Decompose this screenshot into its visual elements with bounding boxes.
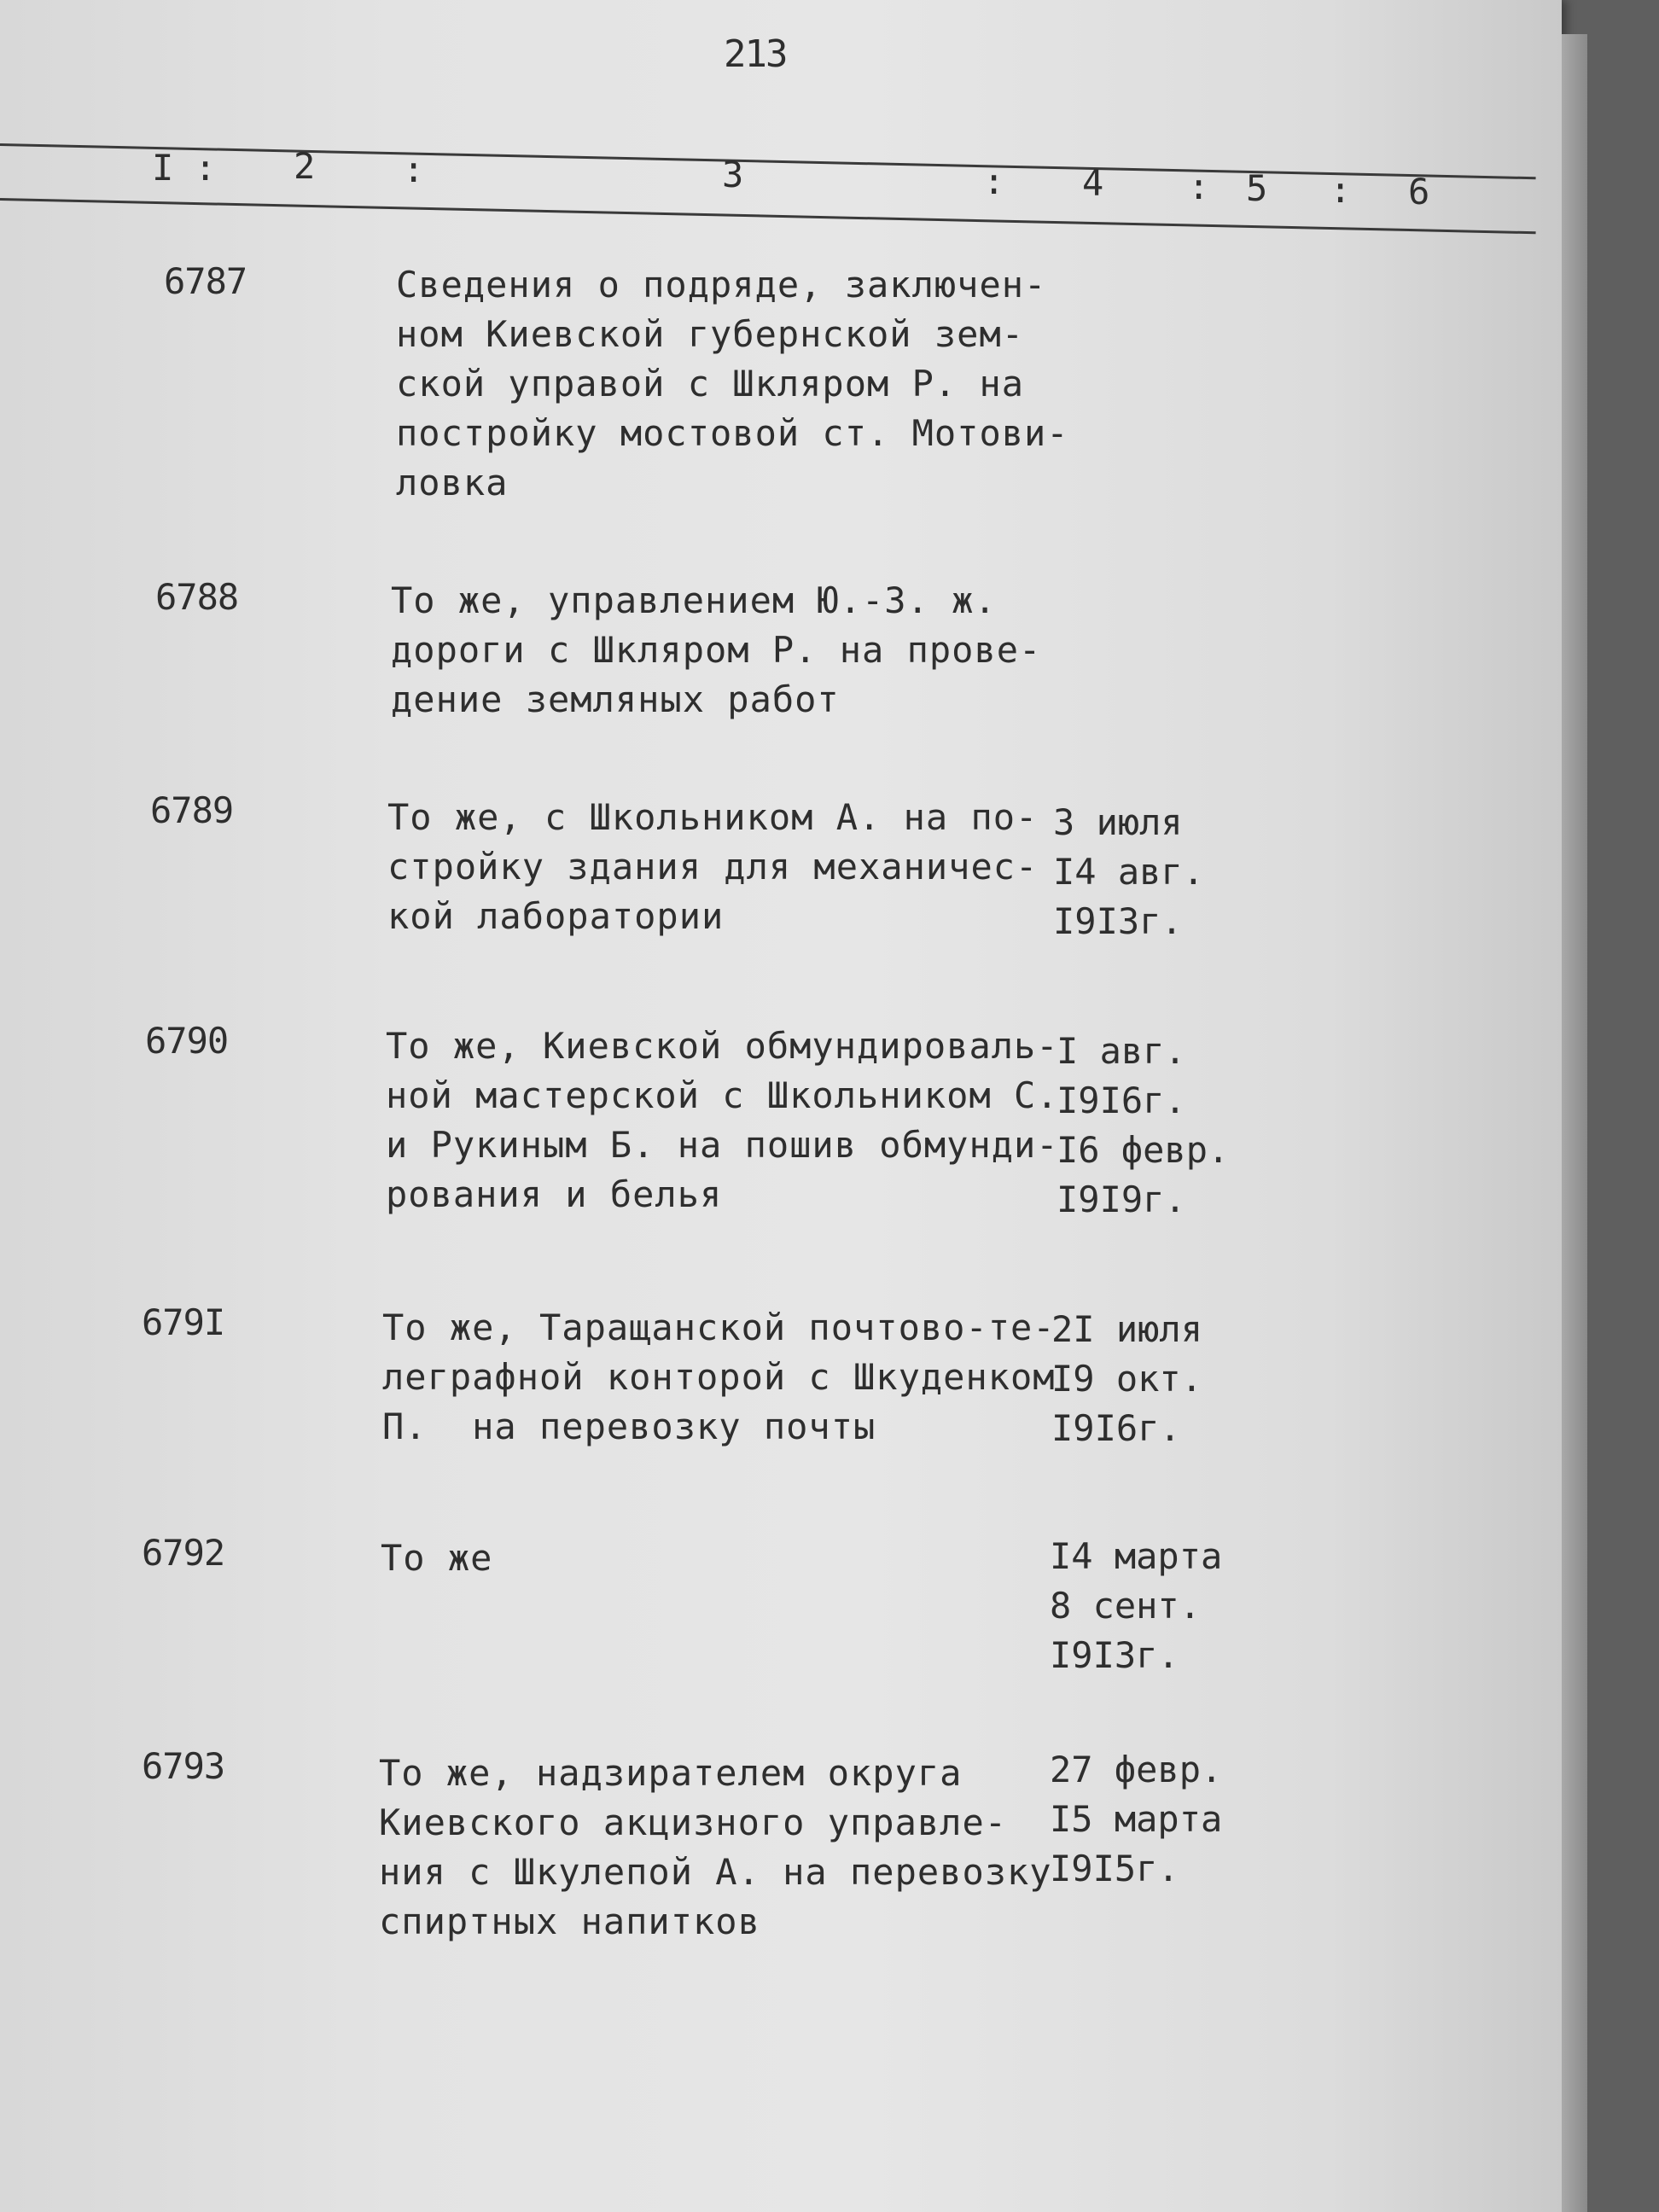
date-line: I4 авг.: [1053, 851, 1205, 893]
date-line: 2I июля: [1051, 1308, 1203, 1350]
description-line: То же, с Школьником А. на по-: [387, 796, 1039, 838]
entry-description: [381, 1534, 1046, 1583]
description-line: То же, Киевской обмундироваль-: [386, 1025, 1059, 1067]
column-separator: :: [983, 160, 1005, 202]
column-header-1: I: [152, 147, 174, 189]
description-line: Сведения о подряде, заключен-: [396, 264, 1047, 306]
date-line: I9I3г.: [1050, 1634, 1179, 1676]
date-line: I9I6г.: [1057, 1080, 1186, 1121]
description-line: леграфной конторой с Шкуденком: [382, 1356, 1056, 1398]
entry-dates: [1050, 1745, 1254, 1894]
entry-number: 6788: [155, 576, 239, 618]
description-line: и Рукиным Б. на пошив обмунди-: [386, 1124, 1059, 1166]
entry-dates: [1050, 1532, 1254, 1680]
entry-description: [386, 1022, 1059, 1220]
date-line: 3 июля: [1053, 801, 1183, 843]
column-header-5: 5: [1246, 167, 1268, 209]
entry-dates: [1051, 1305, 1256, 1453]
page-stack-edge: [1562, 34, 1587, 2212]
column-separator: :: [195, 147, 217, 189]
date-line: I4 марта: [1050, 1535, 1223, 1577]
column-header-2: 2: [294, 145, 316, 187]
entry-number: 6789: [150, 789, 234, 831]
column-separator: :: [1188, 166, 1210, 207]
entry-description: [391, 576, 1057, 725]
entry-number: 6787: [164, 260, 247, 302]
column-header-6: 6: [1408, 171, 1430, 212]
entry-description: [396, 260, 1069, 508]
column-header-4: 4: [1082, 162, 1104, 204]
description-line: спиртных напитков: [379, 1901, 760, 1942]
description-line: То же, Таращанской почтово-те-: [382, 1307, 1056, 1348]
description-line: ской управой с Шкляром Р. на: [396, 363, 1025, 405]
date-line: 8 сент.: [1050, 1585, 1202, 1627]
description-line: ном Киевской губернской зем-: [396, 313, 1025, 355]
description-line: ной мастерской с Школьником С.: [386, 1074, 1059, 1116]
page-number: 213: [724, 32, 787, 76]
date-line: I9I5г.: [1050, 1848, 1179, 1889]
description-line: То же, надзирателем округа: [379, 1752, 963, 1794]
entry-description: [379, 1749, 1052, 1947]
description-line: Киевского акцизного управле-: [379, 1802, 1008, 1843]
entry-number: 679I: [142, 1301, 225, 1343]
column-header-3: 3: [722, 154, 744, 195]
description-line: дороги с Шкляром Р. на прове-: [391, 629, 1042, 671]
date-line: 27 февр.: [1050, 1749, 1223, 1790]
column-separator: :: [1330, 169, 1352, 211]
description-line: ния с Шкулепой А. на перевозку: [379, 1851, 1052, 1893]
date-line: I6 февр.: [1057, 1129, 1230, 1171]
date-line: I9I3г.: [1053, 900, 1183, 942]
description-line: То же, управлением Ю.-З. ж.: [391, 579, 997, 621]
column-separator: :: [403, 148, 425, 190]
entry-description: [387, 793, 1053, 941]
entry-number: 6793: [142, 1745, 225, 1787]
entry-number: 6790: [145, 1020, 229, 1062]
date-line: I5 марта: [1050, 1798, 1223, 1840]
description-line: рования и белья: [386, 1173, 723, 1215]
description-line: дение земляных работ: [391, 678, 840, 720]
entry-dates: [1057, 1027, 1261, 1225]
description-line: ловка: [396, 462, 509, 504]
entry-number: 6792: [142, 1532, 225, 1574]
description-line: П. на перевозку почты: [382, 1406, 876, 1447]
entry-dates: [1053, 798, 1258, 946]
date-line: I9I9г.: [1057, 1179, 1186, 1220]
description-line: стройку здания для механичес-: [387, 846, 1039, 888]
date-line: I авг.: [1057, 1030, 1186, 1072]
description-line: постройку мостовой ст. Мотови-: [396, 412, 1069, 454]
date-line: I9 окт.: [1051, 1358, 1203, 1400]
column-header-row: [0, 145, 1536, 212]
date-line: I9I6г.: [1051, 1407, 1181, 1449]
description-line: кой лаборатории: [387, 895, 725, 937]
description-line: То же: [381, 1537, 493, 1579]
entry-description: [382, 1303, 1056, 1452]
